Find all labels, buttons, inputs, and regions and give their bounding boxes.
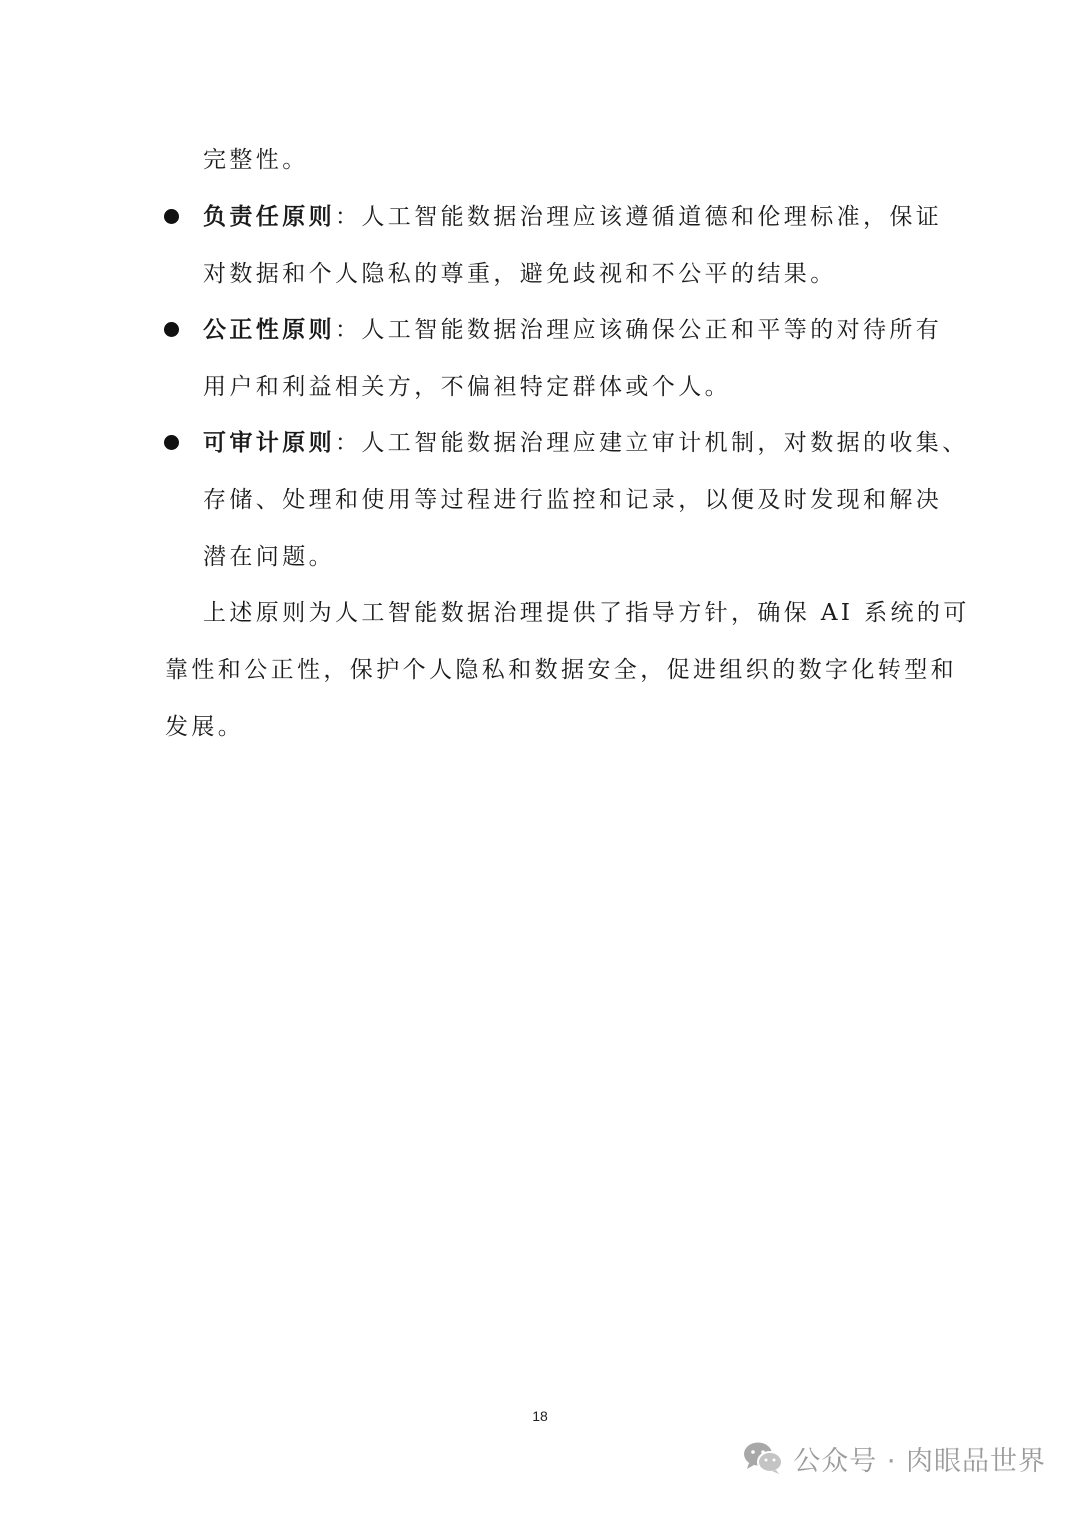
- bullet-dot: [164, 435, 179, 450]
- bullet-2-text: ：人工智能数据治理应该确保公正和平等的对待所有: [335, 317, 943, 343]
- bullet-2-line-1: [203, 315, 942, 345]
- watermark-text: 公众号 · 肉眼品世界: [793, 1445, 1046, 1477]
- bullet-3-line-3: 潜在问题。: [203, 544, 335, 570]
- continuation-line: 完整性。: [203, 147, 309, 173]
- wechat-icon: [743, 1441, 783, 1475]
- bullet-dot: [164, 209, 179, 224]
- page-number: 18: [532, 1408, 548, 1424]
- bullet-1-line-2: 对数据和个人隐私的尊重，避免歧视和不公平的结果。: [203, 261, 837, 287]
- bullet-3-line-1: [203, 428, 969, 458]
- bullet-2-line-2: 用户和利益相关方，不偏袒特定群体或个人。: [203, 374, 731, 400]
- watermark: [743, 1438, 1046, 1478]
- bullet-1-line-1: [203, 202, 942, 232]
- summary-line-1: 上述原则为人工智能数据治理提供了指导方针，确保 AI 系统的可: [203, 600, 970, 626]
- bullet-dot: [164, 322, 179, 337]
- bullet-3-term: 可审计原则: [203, 429, 335, 456]
- bullet-1-term: 负责任原则: [203, 203, 335, 230]
- summary-line-3: 发展。: [165, 714, 245, 740]
- bullet-2-term: 公正性原则: [203, 316, 335, 343]
- summary-line-2: 靠性和公正性，保护个人隐私和数据安全，促进组织的数字化转型和: [165, 657, 957, 683]
- bullet-3-line-2: 存储、处理和使用等过程进行监控和记录，以便及时发现和解决: [203, 487, 943, 513]
- bullet-3-text: ：人工智能数据治理应建立审计机制，对数据的收集、: [335, 430, 969, 456]
- bullet-1-text: ：人工智能数据治理应该遵循道德和伦理标准，保证: [335, 204, 943, 230]
